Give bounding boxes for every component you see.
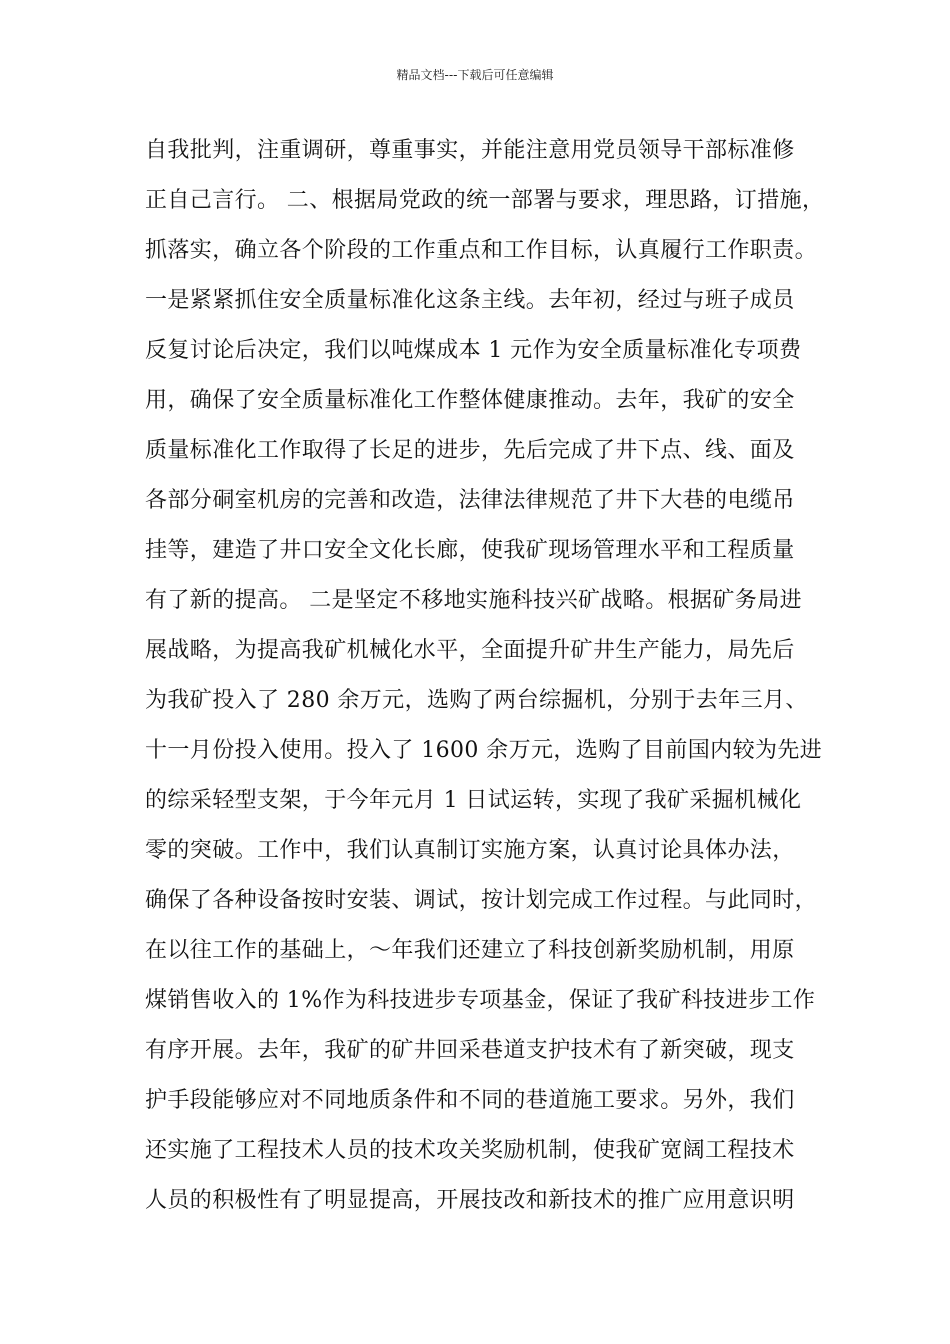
text-line: 确保了各种设备按时安装、调试，按计划完成工作过程。与此同时，: [145, 888, 818, 913]
text-line: 煤销售收入的 1%作为科技进步专项基金，保证了我矿科技进步工作: [145, 988, 816, 1013]
text-line: 正自己言行。 二、根据局党政的统一部署与要求，理思路，订措施，: [145, 188, 825, 213]
text-line: 的综采轻型支架，于今年元月 1 日试运转，实现了我矿采掘机械化: [145, 788, 802, 813]
text-line: 反复讨论后决定，我们以吨煤成本 1 元作为安全质量标准化专项费: [145, 338, 802, 363]
text-line: 还实施了工程技术人员的技术攻关奖励机制，使我矿宽阔工程技术: [145, 1138, 795, 1163]
text-line: 为我矿投入了 280 余万元，选购了两台综掘机，分别于去年三月、: [145, 688, 808, 713]
page-header: 精品文档---下载后可任意编辑: [396, 68, 554, 82]
text-line: 有序开展。去年，我矿的矿井回采巷道支护技术有了新突破，现支: [145, 1038, 795, 1063]
text-line: 零的突破。工作中，我们认真制订实施方案，认真讨论具体办法，: [145, 838, 795, 863]
text-line: 十一月份投入使用。投入了 1600 余万元，选购了目前国内较为先进: [145, 738, 823, 763]
text-line: 各部分硐室机房的完善和改造，法律法律规范了井下大巷的电缆吊: [145, 488, 795, 513]
text-line: 一是紧紧抓住安全质量标准化这条主线。去年初，经过与班子成员: [145, 288, 795, 313]
text-line: 人员的积极性有了明显提高，开展技改和新技术的推广应用意识明: [145, 1188, 795, 1213]
text-line: 抓落实，确立各个阶段的工作重点和工作目标，认真履行工作职责。: [145, 238, 818, 263]
text-line: 挂等，建造了井口安全文化长廊，使我矿现场管理水平和工程质量: [145, 538, 795, 563]
text-line: 展战略，为提高我矿机械化水平，全面提升矿井生产能力，局先后: [145, 638, 795, 663]
text-line: 质量标准化工作取得了长足的进步，先后完成了井下点、线、面及: [145, 438, 795, 463]
text-line: 自我批判，注重调研，尊重事实，并能注意用党员领导干部标准修: [145, 138, 795, 163]
text-line: 在以往工作的基础上，～年我们还建立了科技创新奖励机制，用原: [145, 938, 795, 963]
text-line: 有了新的提高。 二是坚定不移地实施科技兴矿战略。根据矿务局进: [145, 588, 802, 613]
document-body: [145, 130, 835, 1230]
text-line: 护手段能够应对不同地质条件和不同的巷道施工要求。另外，我们: [145, 1088, 795, 1113]
text-line: 用，确保了安全质量标准化工作整体健康推动。去年，我矿的安全: [145, 388, 795, 413]
